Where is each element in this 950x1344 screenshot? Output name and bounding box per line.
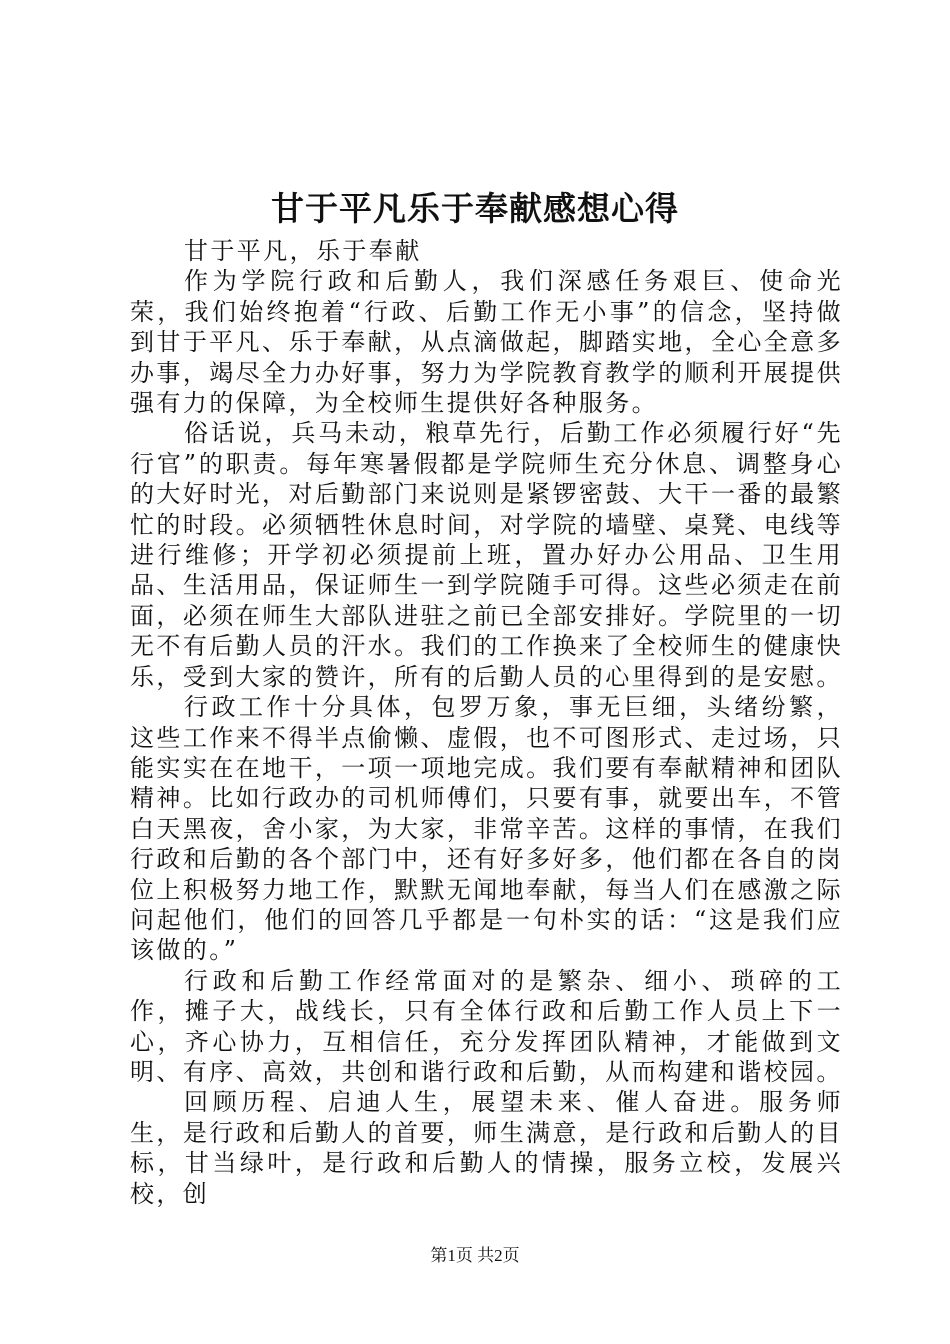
- paragraph-3: 行政工作十分具体，包罗万象，事无巨细，头绪纷繁，这些工作来不得半点偷懒、虚假，也不可图形式、走过场，只能实实在在地干，一项一项地完成。我们要有奉献精神和团队精神。比如行政办的司机师傅们，只要有事，就要出车，不管白天黑夜，舍小家，为大家，非常辛苦。这样的事情，在我们行政和后勤的各个部门中，还有好多好多，他们都在各自的岗位上积极努力地工作，默默无闻地奉献，每当人们在感激之际问起他们，他们的回答几乎都是一句朴实的话：“这是我们应该做的。”: [130, 693, 843, 965]
- paragraph-1: 作为学院行政和后勤人，我们深感任务艰巨、使命光荣，我们始终抱着“行政、后勤工作无小事”的信念，坚持做到甘于平凡、乐于奉献，从点滴做起，脚踏实地，全心全意多办事，竭尽全力办好事，努力为学院教育教学的顺利开展提供强有力的保障，为全校师生提供好各种服务。: [130, 267, 843, 418]
- paragraph-4: 行政和后勤工作经常面对的是繁杂、细小、琐碎的工作，摊子大，战线长，只有全体行政和后勤工作人员上下一心，齐心协力，互相信任，充分发挥团队精神，才能做到文明、有序、高效，共创和谐行政和后勤，从而构建和谐校园。: [130, 966, 843, 1086]
- document-body: [130, 236, 843, 1209]
- document-title: 甘于平凡乐于奉献感想心得: [271, 189, 679, 228]
- document-subtitle: 甘于平凡，乐于奉献: [184, 237, 422, 265]
- paragraph-5: 回顾历程、启迪人生，展望未来、催人奋进。服务师生，是行政和后勤人的首要，师生满意，是行政和后勤人的目标，甘当绿叶，是行政和后勤人的情操，服务立校，发展兴校，创: [130, 1088, 843, 1208]
- paragraph-2: 俗话说，兵马未动，粮草先行，后勤工作必须履行好“先行官”的职责。每年寒暑假都是学院师生充分休息、调整身心的大好时光，对后勤部门来说则是紧锣密鼓、大干一番的最繁忙的时段。必须牺牲休息时间，对学院的墙壁、桌凳、电线等进行维修；开学初必须提前上班，置办好办公用品、卫生用品、生活用品，保证师生一到学院随手可得。这些必须走在前面，必须在师生大部队进驻之前已全部安排好。学院里的一切无不有后勤人员的汗水。我们的工作换来了全校师生的健康快乐，受到大家的赞许，所有的后勤人员的心里得到的是安慰。: [130, 419, 843, 691]
- page-number-footer: 第1页 共2页: [430, 1246, 520, 1265]
